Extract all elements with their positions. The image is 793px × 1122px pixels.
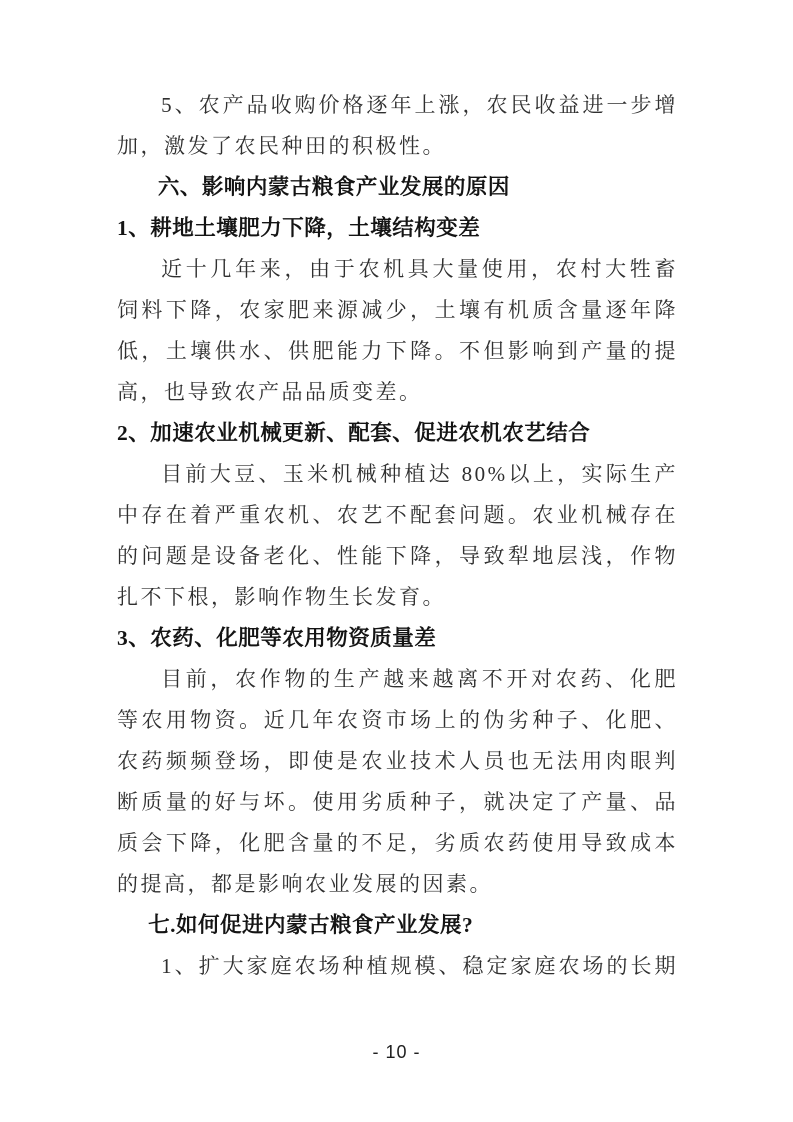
subheading-1-soil-fertility: 1、耕地土壤肥力下降，土壤结构变差	[117, 216, 481, 240]
paragraph-machinery: 目前大豆、玉米机械种植达 80%以上，实际生产中存在着严重农机、农艺不配套问题。农业机械存在的问题是设备老化、性能下降，导致犁地层浅，作物扎不下根，影响作物生长发育。	[117, 462, 678, 609]
page-content	[117, 85, 678, 987]
section-heading-seven: 七.如何促进内蒙古粮食产业发展?	[148, 913, 474, 937]
subheading-2-machinery: 2、加速农业机械更新、配套、促进农机农艺结合	[117, 421, 591, 445]
paragraph-soil-fertility: 近十几年来，由于农机具大量使用，农村大牲畜饲料下降，农家肥来源减少，土壤有机质含量逐年降低，土壤供水、供肥能力下降。不但影响到产量的提高，也导致农产品品质变差。	[117, 257, 678, 404]
section-heading-six: 六、影响内蒙古粮食产业发展的原因	[157, 175, 510, 199]
page-number: - 10 -	[372, 1042, 421, 1062]
subheading-3-supplies-quality: 3、农药、化肥等农用物资质量差	[117, 626, 437, 650]
page-footer	[0, 1042, 793, 1063]
paragraph-family-farm: 1、扩大家庭农场种植规模、稳定家庭农场的长期	[161, 954, 678, 978]
paragraph-supplies-quality: 目前，农作物的生产越来越离不开对农药、化肥等农用物资。近几年农资市场上的伪劣种子、化肥、农药频频登场，即使是农业技术人员也无法用肉眼判断质量的好与坏。使用劣质种子，就决定了产量、品质会下降，化肥含量的不足，劣质农药使用导致成本的提高，都是影响农业发展的因素。	[117, 667, 678, 896]
paragraph-point-5: 5、农产品收购价格逐年上涨，农民收益进一步增加，激发了农民种田的积极性。	[117, 93, 678, 158]
